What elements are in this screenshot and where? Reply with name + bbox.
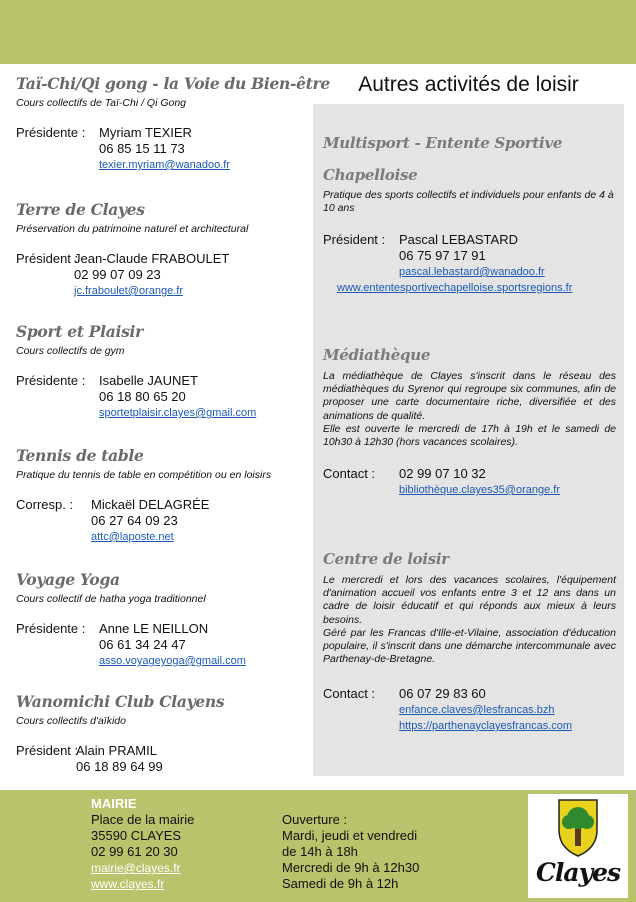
assoc-taichi	[0, 74, 330, 173]
contact-phone: 06 07 29 83 60	[399, 686, 486, 701]
opening-hours	[282, 812, 419, 892]
assoc-voyage-yoga	[0, 570, 306, 669]
contact-role: Présidente :	[16, 373, 86, 388]
contact-phone: 06 18 80 65 20	[99, 389, 186, 404]
assoc-desc: Préservation du patrimoine naturel et architectural	[16, 223, 249, 235]
mediatheque-title: Médiathèque	[323, 346, 431, 364]
assoc-title: Terre de Clayes	[16, 200, 145, 219]
contact-email-link[interactable]: sportetplaisir.clayes@gmail.com	[99, 407, 257, 419]
contact-name: Pascal LEBASTARD	[399, 232, 518, 247]
contact-email-link[interactable]: enfance.claves@lesfrancas.bzh	[399, 704, 555, 716]
contact-email-link[interactable]: jc.fraboulet@orange.fr	[74, 285, 184, 297]
contact-role: Présidente :	[16, 125, 86, 140]
assoc-sport-et-plaisir	[0, 322, 306, 421]
contact-email-link[interactable]: asso.voyageyoga@gmail.com	[99, 655, 246, 667]
centre-loisir-contact	[323, 686, 572, 734]
contact-name: Jean-Claude FRABOULET	[74, 251, 230, 266]
assoc-wanomichi	[0, 692, 306, 775]
contact-role: Corresp. :	[16, 497, 74, 512]
assoc-desc: Pratique du tennis de table en compétition ou en loisirs	[16, 469, 272, 481]
assoc-desc: Cours collectifs d'aïkido	[16, 715, 126, 727]
multisport-title: Multisport - Entente Sportive Chapelloise	[323, 134, 563, 184]
contact-name: Isabelle JAUNET	[99, 373, 198, 388]
assoc-contact	[0, 621, 306, 669]
mairie-city: 35590 CLAYES	[91, 828, 182, 843]
assoc-desc: Cours collectifs de Taï-Chi / Qi Gong	[16, 97, 187, 109]
website-link[interactable]: https://parthenayclayesfrancas.com	[399, 720, 573, 732]
assoc-contact	[0, 251, 306, 299]
contact-name: Alain PRAMIL	[76, 743, 157, 758]
hours-line: Samedi de 9h à 12h	[282, 876, 399, 891]
hours-title: Ouverture :	[282, 812, 348, 827]
assoc-terre-de-clayes	[0, 200, 306, 299]
hours-line: Mercredi de 9h à 12h30	[282, 860, 420, 875]
mairie-phone: 02 99 61 20 30	[91, 844, 178, 859]
contact-role: Présidente :	[16, 621, 86, 636]
mairie-info	[91, 796, 194, 892]
clayes-logo-text: Clayes	[536, 858, 621, 887]
contact-phone: 02 99 07 10 32	[399, 466, 486, 481]
contact-name: Anne LE NEILLON	[99, 621, 209, 636]
mediatheque-contact	[323, 466, 560, 498]
contact-phone: 06 75 97 17 91	[399, 248, 486, 263]
centre-loisir-title: Centre de loisir	[323, 550, 449, 568]
tree-shield-icon	[528, 794, 628, 860]
contact-phone: 02 99 07 09 23	[74, 267, 161, 282]
contact-name: Myriam TEXIER	[99, 125, 192, 140]
mairie-heading: MAIRIE	[91, 796, 137, 811]
mediatheque-desc: La médiathèque de Clayes s'inscrit dans le réseau des médiathèques du Syrenor qui regroupe six communes, afin de proposer une carte documentaire riche, diversifiée et des animations de qualité. Elle est ouverte le mercredi de 17h à 19h et le samedi de 10h30 à 12h30 (hors vacances scolaires).	[323, 370, 616, 449]
assoc-desc: Cours collectif de hatha yoga traditionnel	[16, 593, 206, 605]
assoc-contact	[0, 373, 306, 421]
contact-phone: 06 85 15 11 73	[99, 141, 185, 156]
contact-phone: 06 18 89 64 99	[76, 759, 163, 774]
assoc-title: Voyage Yoga	[16, 570, 120, 589]
contact-email-link[interactable]: texier.myriam@wanadoo.fr	[99, 159, 230, 171]
assoc-title: Taï-Chi/Qi gong - la Voie du Bien-être	[16, 74, 330, 93]
centre-loisir-desc: Le mercredi et lors des vacances scolaires, l'équipement d'animation accueil vos enfants entre 3 et 12 ans dans un cadre de loisir éducatif et qui réponds aux mieux à leurs besoins. Géré par les Francas d'Ille-et-Vilaine, association d'éducation populaire, il s'inscrit dans une démarche intercommunale avec Parthenay-de-Bretagne.	[323, 574, 616, 666]
contact-email-link[interactable]: attc@laposte.net	[91, 531, 174, 543]
assoc-desc: Cours collectifs de gym	[16, 345, 125, 357]
mairie-website-link[interactable]: www.clayes.fr	[91, 877, 165, 891]
contact-role: Président :	[16, 251, 79, 266]
assoc-title: Wanomichi Club Clayens	[16, 692, 225, 711]
other-activities-heading: Autres activités de loisir	[358, 73, 579, 96]
contact-email-link[interactable]: pascal.lebastard@wanadoo.fr	[399, 266, 545, 278]
contact-role: Président :	[16, 743, 79, 758]
hours-line: Mardi, jeudi et vendredi	[282, 828, 418, 843]
multisport-contact	[323, 232, 572, 296]
hours-line: de 14h à 18h	[282, 844, 358, 859]
assoc-tennis-de-table	[0, 446, 306, 545]
contact-phone: 06 61 34 24 47	[99, 637, 186, 652]
mairie-address: Place de la mairie	[91, 812, 195, 827]
contact-role: Président :	[323, 232, 386, 247]
contact-role: Contact :	[323, 686, 376, 701]
assoc-contact	[0, 743, 306, 775]
assoc-contact	[0, 125, 306, 173]
website-link[interactable]: www.ententesportivechapelloise.sportsregions.fr	[337, 282, 573, 294]
top-banner	[0, 0, 636, 64]
contact-phone: 06 27 64 09 23	[91, 513, 178, 528]
mairie-email-link[interactable]: mairie@clayes.fr	[91, 861, 181, 875]
multisport-desc: Pratique des sports collectifs et individuels pour enfants de 4 à 10 ans	[323, 189, 614, 215]
assoc-title: Sport et Plaisir	[16, 322, 143, 341]
contact-role: Contact :	[323, 466, 376, 481]
assoc-title: Tennis de table	[16, 446, 144, 465]
assoc-contact	[0, 497, 306, 545]
contact-email-link[interactable]: bibliothèque.clayes35@orange.fr	[399, 484, 560, 496]
contact-name: Mickaël DELAGRÉE	[91, 497, 210, 512]
